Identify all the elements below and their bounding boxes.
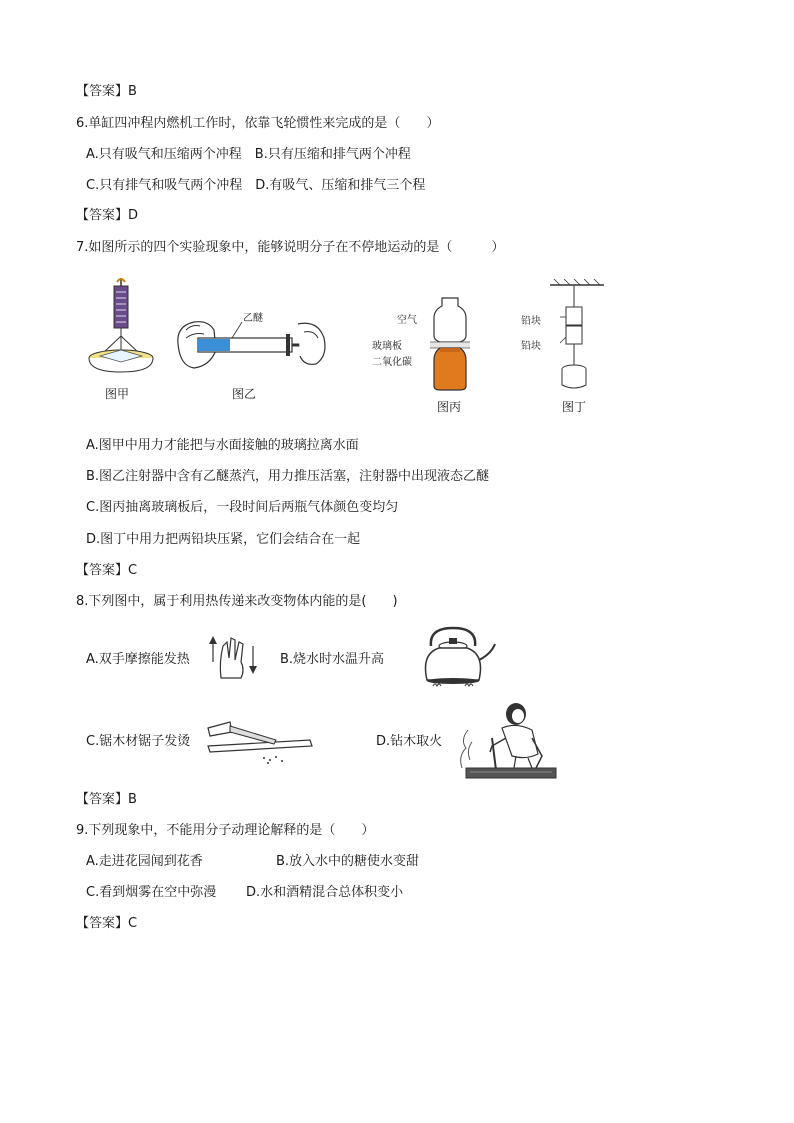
answer-5: 【答案】B xyxy=(76,84,137,99)
question-8-option-a: A.双手摩擦能发热 xyxy=(86,652,190,667)
label-glass-plate: 玻璃板 xyxy=(372,341,402,352)
figure-kettle xyxy=(411,624,497,690)
question-6-stem: 6.单缸四冲程内燃机工作时，依靠飞轮惯性来完成的是（ ） xyxy=(76,116,440,131)
answer-8: 【答案】B xyxy=(76,792,137,807)
question-6-options-line2: C.只有排气和吸气两个冲程 D.有吸气、压缩和排气三个程 xyxy=(86,178,426,193)
label-co2: 二氧化碳 xyxy=(372,357,412,368)
figure-saw xyxy=(206,716,316,766)
figure-hands-rubbing xyxy=(205,632,261,682)
question-7-stem: 7.如图所示的四个实验现象中，能够说明分子在不停地运动的是（ ） xyxy=(76,240,505,255)
figure-jia-caption: 图甲 xyxy=(105,387,130,401)
question-9-option-b: B.放入水中的糖使水变甜 xyxy=(276,854,420,869)
question-8-option-c: C.锯木材锯子发烫 xyxy=(86,734,191,749)
answer-6: 【答案】D xyxy=(76,208,139,223)
figure-bing-caption: 图丙 xyxy=(437,400,462,414)
answer-7: 【答案】C xyxy=(76,563,138,578)
answer-9: 【答案】C xyxy=(76,916,138,931)
figure-ding xyxy=(546,279,606,395)
question-9-stem: 9.下列现象中，不能用分子动理论解释的是（ ） xyxy=(76,823,375,838)
question-9-option-d: D.水和酒精混合总体积变小 xyxy=(246,885,404,900)
question-9-option-a: A.走进花园闻到花香 xyxy=(86,854,203,869)
question-7-option-a: A.图甲中用力才能把与水面接触的玻璃拉离水面 xyxy=(86,438,359,453)
question-7-option-d: D.图丁中用力把两铅块压紧，它们会结合在一起 xyxy=(86,532,361,547)
question-8-option-d: D.钻木取火 xyxy=(376,734,443,749)
figure-drill-fire xyxy=(456,698,560,784)
figure-ding-caption: 图丁 xyxy=(562,400,587,414)
question-6-options-line1: A.只有吸气和压缩两个冲程 B.只有压缩和排气两个冲程 xyxy=(86,147,411,162)
question-7-option-b: B.图乙注射器中含有乙醚蒸汽，用力推压活塞，注射器中出现液态乙醚 xyxy=(86,469,490,484)
label-lead-bottom: 铅块 xyxy=(521,341,541,352)
figure-jia xyxy=(86,278,156,378)
label-lead-top: 铅块 xyxy=(521,316,541,327)
question-9-option-c: C.看到烟雾在空中弥漫 xyxy=(86,885,217,900)
label-air: 空气 xyxy=(397,315,417,326)
question-8-stem: 8.下列图中，属于利用热传递来改变物体内能的是( ) xyxy=(76,594,398,609)
figure-yi-caption: 图乙 xyxy=(232,387,257,401)
question-7-option-c: C.图丙抽离玻璃板后，一段时间后两瓶气体颜色变均匀 xyxy=(86,500,399,515)
label-ether: 乙醚 xyxy=(243,313,263,324)
question-8-option-b: B.烧水时水温升高 xyxy=(280,652,385,667)
figure-bing xyxy=(430,296,470,392)
